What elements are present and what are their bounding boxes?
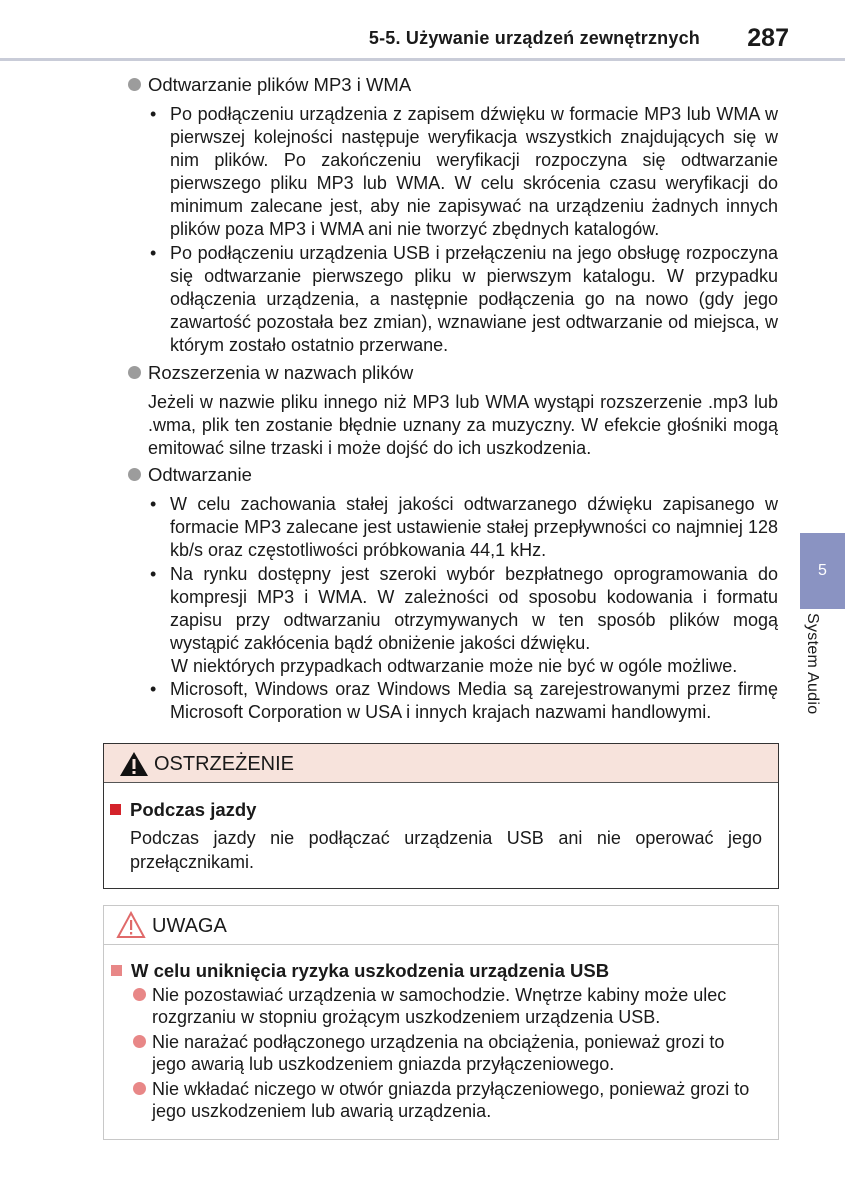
warning-triangle-icon (119, 751, 149, 777)
page-header (0, 0, 845, 58)
gray-circle-icon (128, 366, 141, 379)
pink-square-icon (111, 965, 122, 976)
chapter-number: 5 (818, 562, 827, 579)
page-number: 287 (747, 24, 789, 52)
list-item: • Na rynku dostępny jest szeroki wybór bezpłatnego oprogramowania do kompresji MP3 i WMA. W zależności od sposobu kodowania i formatu zapisu przy odtwarzaniu otrzymywanych w ten sposób plików mogą wystąpić zakłócenia bądź obniżenie jakości dźwięku. (150, 564, 778, 653)
caution-header (104, 906, 778, 945)
pink-circle-icon (133, 1082, 146, 1095)
extensions-paragraph: Jeżeli w nazwie pliku innego niż MP3 lub WMA wystąpi rozszerzenie .mp3 lub .wma, plik ten zostanie błędnie uznany za muzyczny. W efekcie głośniki mogą emitować silne trzaski i może dojść do ich uszkodzenia. (148, 392, 778, 458)
pink-circle-icon (133, 1035, 146, 1048)
chapter-label: System Audio (804, 613, 821, 715)
chapter-tab[interactable] (800, 533, 845, 609)
section-title: 5-5. Używanie urządzeń zewnętrznych (368, 28, 700, 48)
warning-label: OSTRZEŻENIE (154, 753, 295, 775)
list-item: • Po podłączeniu urządzenia USB i przełączeniu na jego obsługę rozpoczyna się odtwarzanie pierwszego pliku w pierwszym katalogu. W przypadku odłączenia urządzenia, a następnie podłączenia go na nowo (gdy jego zawartość pozostała bez zmian), wznawiane jest odtwarzanie od miejsca, w którym zostało ostatnio przerwane. (150, 243, 778, 355)
warning-header (104, 744, 778, 783)
pink-circle-icon (133, 988, 146, 1001)
section-heading-mp3wma: Odtwarzanie plików MP3 i WMA (128, 73, 411, 96)
warning-title: Podczas jazdy (110, 798, 256, 821)
section-heading-playback: Odtwarzanie (128, 463, 252, 486)
gray-circle-icon (128, 78, 141, 91)
section-heading-extensions: Rozszerzenia w nazwach plików (128, 361, 413, 384)
caution-title: W celu uniknięcia ryzyka uszkodzenia urządzenia USB (111, 959, 609, 982)
list-item: • Po podłączeniu urządzenia z zapisem dźwięku w formacie MP3 lub WMA w pierwszej kolejności następuje weryfikacja wszystkich znajdujących się w nim plików. Po zakończeniu weryfikacji rozpoczyna się odtwarzanie pierwszego pliku MP3 lub WMA. W celu skrócenia czasu weryfikacji do minimum zalecane jest, aby nie zapisywać na urządzeniu żadnych innych plików poza MP3 i WMA ani nie tworzyć zbędnych katalogów. (150, 104, 778, 239)
list-item: • Microsoft, Windows oraz Windows Media są zarejestrowanymi przez firmę Microsoft Corporation w USA i innych krajach nazwami handlowymi. (150, 679, 778, 722)
warning-box (103, 743, 779, 889)
red-square-icon (110, 804, 121, 815)
list-item: • W celu zachowania stałej jakości odtwarzanego dźwięku zapisanego w formacie MP3 zalecane jest ustawienie stałej przepływności co najmniej 128 kb/s oraz częstotliwości próbkowania 44,1 kHz. (150, 494, 778, 560)
list-item: Nie narażać podłączonego urządzenia na obciążenia, ponieważ grozi to jego awarią lub uszkodzeniem gniazda przyłączeniowego. (133, 1031, 763, 1075)
caution-triangle-icon (116, 911, 146, 939)
warning-body: Podczas jazdy nie podłączać urządzenia USB ani nie operować jego przełącznikami. (130, 828, 762, 872)
caution-label: UWAGA (152, 915, 227, 937)
list-item: Nie wkładać niczego w otwór gniazda przyłączeniowego, ponieważ grozi to jego uszkodzeniem lub awarią urządzenia. (133, 1078, 763, 1122)
header-rule (0, 58, 845, 61)
list-item-continuation: W niektórych przypadkach odtwarzanie może nie być w ogóle możliwe. (171, 656, 738, 676)
gray-circle-icon (128, 468, 141, 481)
list-item: Nie pozostawiać urządzenia w samochodzie. Wnętrze kabiny może ulec rozgrzaniu w stopniu grożącym uszkodzeniem urządzenia USB. (133, 984, 763, 1028)
